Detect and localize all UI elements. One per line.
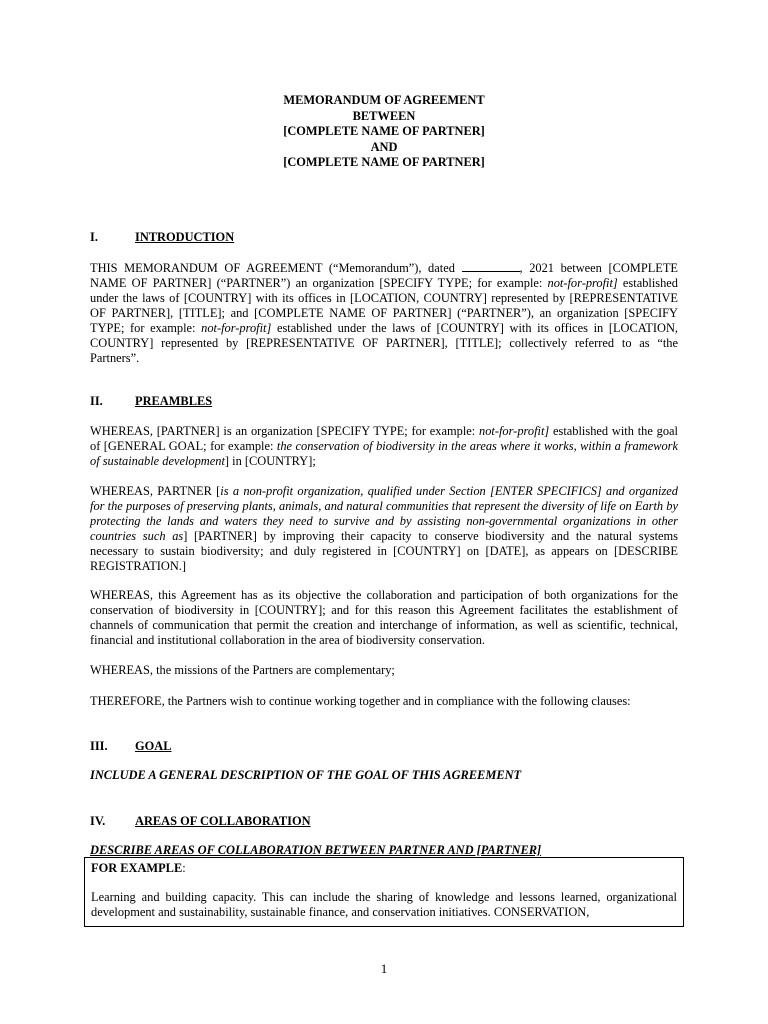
- preamble-text: WHEREAS, [PARTNER] is an organization [SPECIFY TYPE; for example:: [90, 424, 480, 438]
- intro-text: established under the laws of [COUNTRY] with its offices in [LOCATION, COUNTRY] represented by [REPRESENTATIVE OF PARTNER], [TITLE]; collectively referred to as “the Partners”.: [90, 321, 678, 365]
- preamble-paragraph-5: [90, 694, 678, 709]
- preamble-text: THEREFORE, the Partners wish to continue working together and in compliance with the following clauses:: [90, 694, 631, 708]
- preamble-text: WHEREAS, this Agreement has as its objective the collaboration and participation of both organizations for the conservation of biodiversity in [COUNTRY]; and for this reason this Agreement facilitates the establishment of channels of communication that permit the creation and interchange of information, as well as scientific, technical, financial and institutional collaboration in the area of biodiversity conservation.: [90, 588, 678, 647]
- section-label: PREAMBLES: [135, 394, 213, 408]
- preamble-paragraph-4: [90, 663, 678, 678]
- goal-instruction: INCLUDE A GENERAL DESCRIPTION OF THE GOAL OF THIS AGREEMENT: [90, 768, 522, 782]
- example-text: Learning and building capacity. This can include the sharing of knowledge and lessons learned, organizational development and sustainability, sustainable finance, and conservation initiatives. CONSERVATION,: [91, 890, 677, 919]
- example-label: FOR EXAMPLE: [91, 861, 183, 875]
- section-number: III.: [90, 739, 108, 753]
- section-label: AREAS OF COLLABORATION: [135, 814, 311, 828]
- preamble-text: established with the goal of [GENERAL GOAL; for example:: [90, 424, 678, 453]
- title-line: MEMORANDUM OF AGREEMENT: [283, 93, 485, 107]
- preamble-paragraph-1: [90, 424, 678, 469]
- intro-text: established under the laws of [COUNTRY] with its offices in [LOCATION, COUNTRY] represented by [REPRESENTATIVE OF PARTNER], [TITLE]; and [COMPLETE NAME OF PARTNER] (“PARTNER”), an organization [SPECIFY TYPE; for example:: [90, 276, 678, 335]
- preamble-italic: not-for-profit]: [479, 424, 550, 438]
- date-blank[interactable]: [462, 261, 520, 272]
- preamble-text: WHEREAS, PARTNER [: [90, 484, 221, 498]
- preamble-text: WHEREAS, the missions of the Partners are complementary;: [90, 663, 395, 677]
- intro-text: , 2021 between [COMPLETE NAME OF PARTNER] (“PARTNER”) an organization [SPECIFY TYPE; for example:: [90, 261, 678, 290]
- section-number: IV.: [90, 814, 106, 828]
- intro-italic: not-for-profit]: [547, 276, 618, 290]
- preamble-italic: is a non-profit organization, qualified under Section [ENTER SPECIFICS] and organized for the purposes of preserving plants, animals, and natural communities that represent the diversity of life on Earth by protecting the lands and waters they need to survive and by assisting non-governmental organizations in other countries such as: [90, 484, 678, 543]
- title-line: BETWEEN: [352, 108, 416, 123]
- section-heading-goal: [90, 739, 678, 754]
- section-heading-preambles: [90, 394, 678, 409]
- section-number: I.: [90, 230, 98, 244]
- section-heading-areas-of-collaboration: [90, 814, 678, 829]
- intro-italic: not-for-profit]: [201, 321, 272, 335]
- preamble-paragraph-2: [90, 484, 678, 574]
- document-title: [0, 93, 768, 171]
- example-label-line: [91, 861, 677, 876]
- title-line: [COMPLETE NAME OF PARTNER]: [283, 124, 485, 138]
- page-number: 1: [380, 961, 388, 976]
- example-colon: :: [182, 861, 186, 875]
- section-heading-introduction: [90, 230, 678, 245]
- collaboration-instruction: [90, 843, 678, 858]
- preamble-paragraph-3: [90, 588, 678, 648]
- section-label: GOAL: [135, 739, 172, 753]
- section-number: II.: [90, 394, 103, 408]
- example-box: [84, 857, 684, 927]
- title-line: AND: [370, 139, 398, 154]
- section-label: INTRODUCTION: [135, 230, 235, 244]
- introduction-paragraph: [90, 261, 678, 366]
- title-line: [COMPLETE NAME OF PARTNER]: [283, 155, 485, 169]
- preamble-italic: the conservation of biodiversity in the areas where it works, within a framework of sustainable development: [90, 439, 678, 468]
- intro-text: THIS MEMORANDUM OF AGREEMENT (“Memorandum”), dated: [90, 261, 462, 275]
- preamble-text: ] in [COUNTRY];: [224, 454, 316, 468]
- collaboration-instruction-text: DESCRIBE AREAS OF COLLABORATION BETWEEN PARTNER AND [PARTNER]: [90, 843, 542, 857]
- preamble-text: ] [PARTNER] by improving their capacity to conserve biodiversity and the natural systems necessary to sustain biodiversity; and duly registered in [COUNTRY] on [DATE], as appears on [DESCRIBE REGISTRATION.]: [90, 529, 678, 573]
